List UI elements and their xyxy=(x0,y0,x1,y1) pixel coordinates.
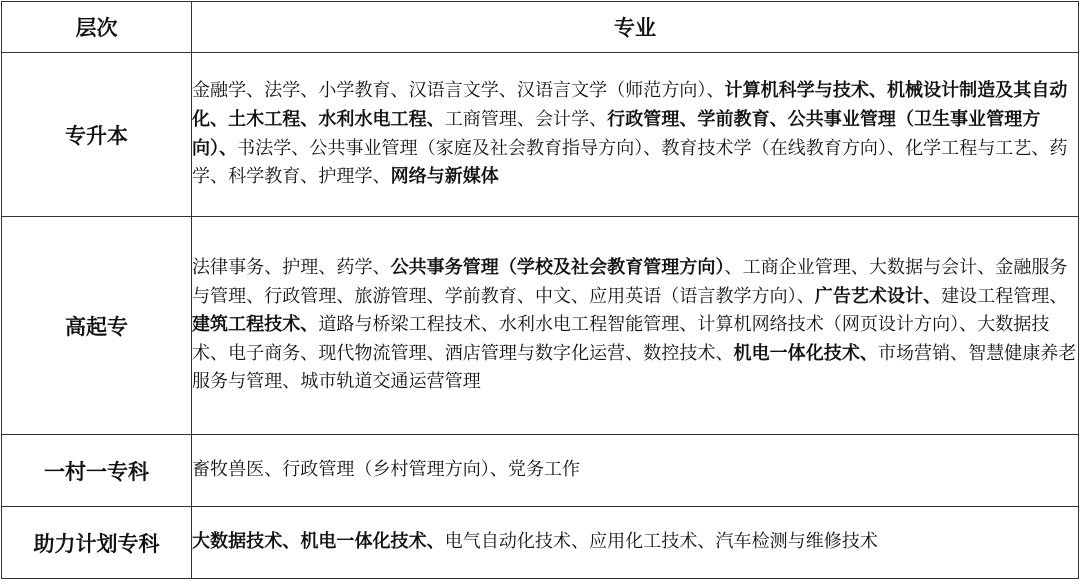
major-item: 书法学、 xyxy=(237,137,310,159)
major-item: 行政管理、 xyxy=(264,285,355,307)
major-item: 化学工程与工艺、 xyxy=(905,137,1050,159)
major-item: 中文、 xyxy=(534,285,590,307)
major-item: 科学教育、 xyxy=(228,166,319,188)
major-item: 旅游管理、 xyxy=(354,285,445,307)
major-item: 大数据与会计、 xyxy=(868,257,996,279)
major-item: 会计学、 xyxy=(534,108,608,130)
major-item: 大数据技术、 xyxy=(192,531,301,553)
major-item: 药学、 xyxy=(192,137,1068,188)
major-item: 法律事务、 xyxy=(192,257,283,279)
major-item: 工商管理、 xyxy=(444,108,535,130)
major-item: 金融学、 xyxy=(192,80,265,102)
major-item: 道路与桥梁工程技术、 xyxy=(318,314,499,336)
major-item: 数控技术、 xyxy=(643,342,734,364)
major-item: 党务工作 xyxy=(507,459,581,481)
level-cell: 助力计划专科 xyxy=(2,507,192,579)
major-item: 汉语言文学（师范方向）、 xyxy=(516,80,725,102)
majors-cell xyxy=(192,507,1079,579)
major-item: 公共事业管理（家庭及社会教育指导方向）、 xyxy=(309,137,662,159)
major-item: 酒店管理与数字化运营、 xyxy=(444,342,644,364)
major-item: 水利水电工程智能管理、 xyxy=(498,314,698,336)
table-row xyxy=(2,53,1079,217)
major-item: 电子商务、 xyxy=(228,342,319,364)
table-row xyxy=(2,435,1079,507)
major-item: 畜牧兽医、 xyxy=(192,459,283,481)
majors-cell xyxy=(192,53,1079,217)
major-item: 建筑工程技术、 xyxy=(192,314,319,336)
major-item: 建设工程管理、 xyxy=(941,285,1068,307)
major-item: 小学教育、 xyxy=(318,80,409,102)
major-item: 药学、 xyxy=(336,257,391,279)
level-cell: 高起专 xyxy=(2,217,192,435)
major-item: 城市轨道交通运营管理 xyxy=(300,371,481,393)
level-cell: 一村一专科 xyxy=(2,435,192,507)
major-item: 行政管理、 xyxy=(607,108,698,130)
major-item: 学前教育、 xyxy=(697,108,788,130)
major-item: 汉语言文学、 xyxy=(408,80,517,102)
major-item: 水利水电工程、 xyxy=(318,108,445,130)
major-item: 机电一体化技术、 xyxy=(733,342,878,364)
major-item: 学前教育、 xyxy=(444,285,535,307)
major-item: 智慧健康养老服务与管理、 xyxy=(192,342,1077,393)
major-item: 网络与新媒体 xyxy=(390,166,499,188)
major-item: 广告艺术设计、 xyxy=(814,285,942,307)
major-item: 机械设计制造及其自动化、 xyxy=(192,80,1068,130)
major-item: 法学、 xyxy=(264,80,319,102)
major-item: 护理、 xyxy=(282,257,337,279)
major-item: 大数据技术、 xyxy=(192,314,1050,364)
major-item: 计算机网络技术（网页设计方向）、 xyxy=(697,314,978,336)
major-item: 教育技术学（在线教育方向）、 xyxy=(661,137,906,159)
major-item: 现代物流管理、 xyxy=(318,342,445,364)
majors-cell xyxy=(192,217,1079,435)
majors-cell xyxy=(192,435,1079,507)
major-item: 机电一体化技术、 xyxy=(300,531,445,553)
header-row xyxy=(2,2,1079,53)
header-level: 层次 xyxy=(2,2,192,53)
major-item: 、工商企业管理、 xyxy=(724,257,869,279)
major-item: 应用化工技术、 xyxy=(589,531,716,553)
major-item: 土木工程、 xyxy=(228,108,319,130)
major-item: 计算机科学与技术、 xyxy=(724,80,887,102)
major-item: 公共事务管理（学校及社会教育管理方向） xyxy=(390,257,725,279)
major-item: 护理学、 xyxy=(318,166,391,188)
major-item: 应用英语（语言教学方向）、 xyxy=(589,285,815,307)
majors-table xyxy=(1,1,1079,579)
level-cell: 专升本 xyxy=(2,53,192,217)
table-row xyxy=(2,507,1079,579)
major-item: 金融服务与管理、 xyxy=(192,257,1068,307)
major-item: 公共事业管理（卫生事业管理方向）、 xyxy=(192,108,1041,159)
major-item: 行政管理（乡村管理方向）、 xyxy=(282,459,508,481)
major-item: 汽车检测与维修技术 xyxy=(715,531,878,553)
table-row xyxy=(2,217,1079,435)
major-item: 电气自动化技术、 xyxy=(444,531,590,553)
header-major: 专业 xyxy=(192,2,1079,53)
major-item: 市场营销、 xyxy=(877,342,969,364)
